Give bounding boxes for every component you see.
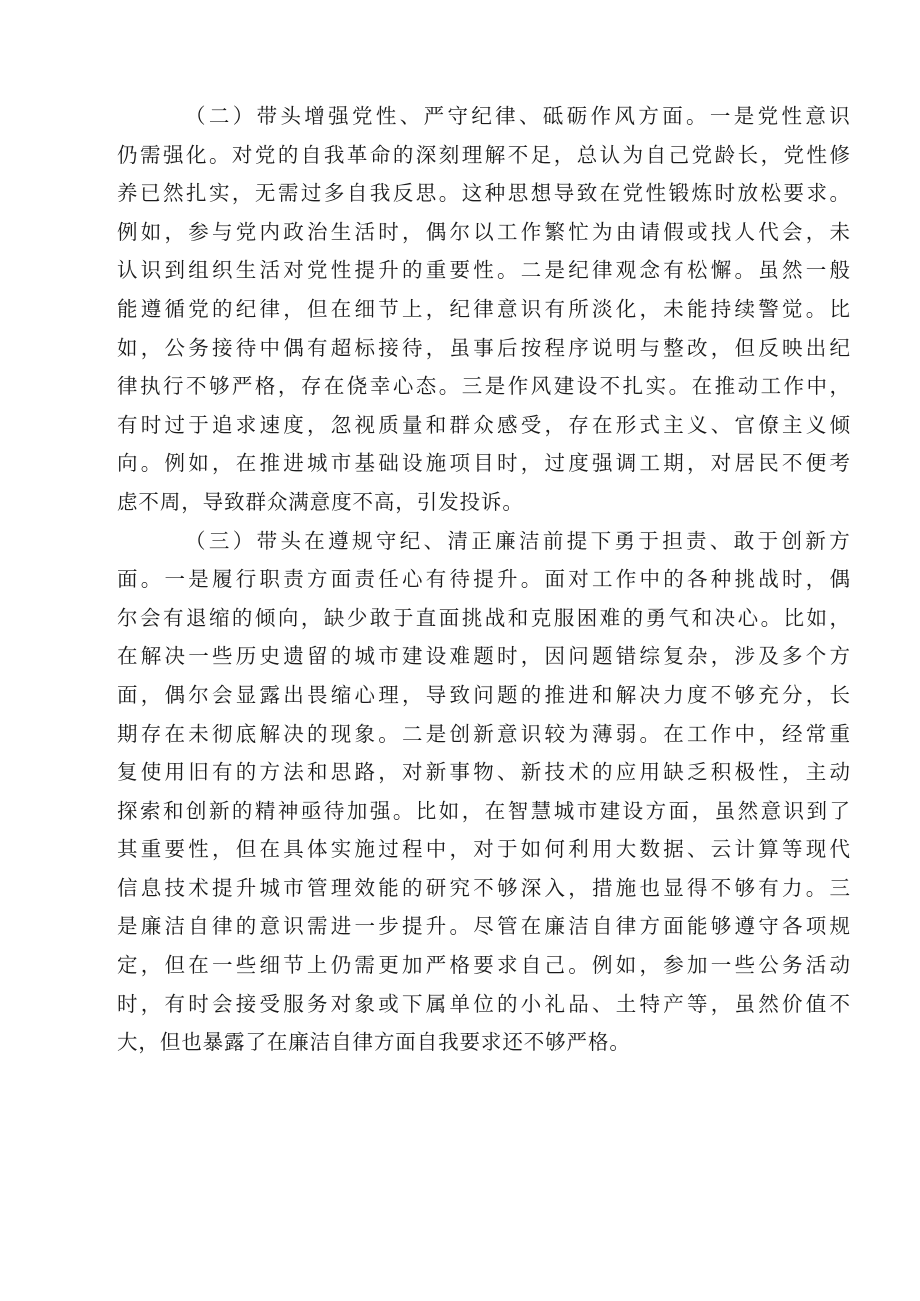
paragraph-line: 律 执 行 不 够 严 格 ， 存 在 侥 幸 心 态 。 三 是 作 风 建 设 不 扎 实 。 在 推 动 工 作 中 ，	[117, 374, 851, 399]
paragraph	[117, 522, 851, 1062]
paragraph-line: （ 三 ） 带 头 在 遵 规 守 纪 、 清 正 廉 洁 前 提 下 勇 于 担 责 、 敢 于 创 新 方	[185, 528, 851, 553]
paragraph-line: 期 存 在 未 彻 底 解 决 的 现 象 。 二 是 创 新 意 识 较 为 薄 弱 。 在 工 作 中 ， 经 常 重	[117, 721, 851, 746]
paragraph-line: 能 遵 循 党 的 纪 律 ， 但 在 细 节 上 ， 纪 律 意 识 有 所 淡 化 ， 未 能 持 续 警 觉 。 比	[117, 296, 851, 321]
paragraph	[117, 97, 851, 522]
paragraph-line: 尔 会 有 退 缩 的 倾 向 ， 缺 少 敢 于 直 面 挑 战 和 克 服 困 难 的 勇 气 和 决 心 。 比 如 ，	[117, 605, 851, 630]
paragraph-line: 如 ， 公 务 接 待 中 偶 有 超 标 接 待 ， 虽 事 后 按 程 序 说 明 与 整 改 ， 但 反 映 出 纪	[117, 335, 851, 360]
paragraph-line: 是 廉 洁 自 律 的 意 识 需 进 一 步 提 升 。 尽 管 在 廉 洁 自 律 方 面 能 够 遵 守 各 项 规	[117, 914, 851, 939]
document-body	[117, 97, 851, 1062]
paragraph-line: 在 解 决 一 些 历 史 遗 留 的 城 市 建 设 难 题 时 ， 因 问 题 错 综 复 杂 ， 涉 及 多 个 方	[117, 644, 851, 669]
paragraph-line: 时 ， 有 时 会 接 受 服 务 对 象 或 下 属 单 位 的 小 礼 品 、 土 特 产 等 ， 虽 然 价 值 不	[117, 991, 851, 1016]
paragraph-line: 有 时 过 于 追 求 速 度 ， 忽 视 质 量 和 群 众 感 受 ， 存 在 形 式 主 义 、 官 僚 主 义 倾	[117, 412, 851, 437]
paragraph-line: 向 。 例 如 ， 在 推 进 城 市 基 础 设 施 项 目 时 ， 过 度 强 调 工 期 ， 对 居 民 不 便 考	[117, 451, 851, 476]
paragraph-line: 认 识 到 组 织 生 活 对 党 性 提 升 的 重 要 性 。 二 是 纪 律 观 念 有 松 懈 。 虽 然 一 般	[117, 258, 851, 283]
paragraph-line: 信 息 技 术 提 升 城 市 管 理 效 能 的 研 究 不 够 深 入 ， 措 施 也 显 得 不 够 有 力 。 三	[117, 875, 851, 900]
paragraph-line: 复 使 用 旧 有 的 方 法 和 思 路 ， 对 新 事 物 、 新 技 术 的 应 用 缺 乏 积 极 性 ， 主 动	[117, 760, 851, 785]
paragraph-line: 虑 不 周 ， 导 致 群 众 满 意 度 不 高 ， 引 发 投 诉 。	[117, 489, 524, 514]
paragraph-line: 仍 需 强 化 。 对 党 的 自 我 革 命 的 深 刻 理 解 不 足 ， 总 认 为 自 己 党 龄 长 ， 党 性 修	[117, 142, 851, 167]
paragraph-line: 例 如 ， 参 与 党 内 政 治 生 活 时 ， 偶 尔 以 工 作 繁 忙 为 由 请 假 或 找 人 代 会 ， 未	[117, 219, 851, 244]
paragraph-line: 面 ， 偶 尔 会 显 露 出 畏 缩 心 理 ， 导 致 问 题 的 推 进 和 解 决 力 度 不 够 充 分 ， 长	[117, 682, 851, 707]
paragraph-line: 养 已 然 扎 实 ， 无 需 过 多 自 我 反 思 。 这 种 思 想 导 致 在 党 性 锻 炼 时 放 松 要 求 。	[117, 181, 851, 206]
paragraph-line: 探 索 和 创 新 的 精 神 亟 待 加 强 。 比 如 ， 在 智 慧 城 市 建 设 方 面 ， 虽 然 意 识 到 了	[117, 798, 851, 823]
paragraph-line: 大 ， 但 也 暴 露 了 在 廉 洁 自 律 方 面 自 我 要 求 还 不 够 严 格 。	[117, 1030, 631, 1055]
paragraph-line: 面 。 一 是 履 行 职 责 方 面 责 任 心 有 待 提 升 。 面 对 工 作 中 的 各 种 挑 战 时 ， 偶	[117, 567, 851, 592]
paragraph-line: （ 二 ） 带 头 增 强 党 性 、 严 守 纪 律 、 砥 砺 作 风 方 面 。 一 是 党 性 意 识	[185, 104, 851, 128]
paragraph-line: 定 ， 但 在 一 些 细 节 上 仍 需 更 加 严 格 要 求 自 己 。 例 如 ， 参 加 一 些 公 务 活 动	[117, 953, 851, 978]
paragraph-line: 其 重 要 性 ， 但 在 具 体 实 施 过 程 中 ， 对 于 如 何 利 用 大 数 据 、 云 计 算 等 现 代	[117, 837, 851, 862]
